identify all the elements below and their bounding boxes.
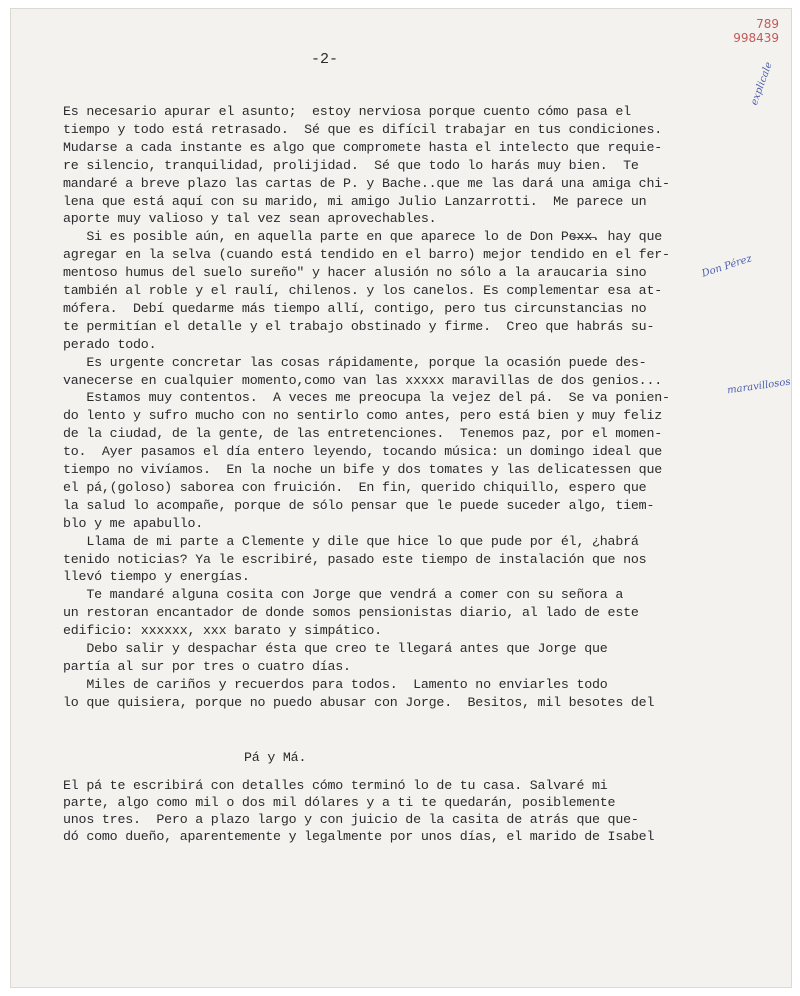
page-number: -2-	[311, 51, 339, 68]
letter-line: de la ciudad, de la gente, de las entretenciones. Tenemos paz, por el momen-	[63, 426, 663, 442]
postscript-line: El pá te escribirá con detalles cómo terminó lo de tu casa. Salvaré mi	[63, 778, 608, 793]
postscript-line: dó como dueño, aparentemente y legalmente por unos días, el marido de Isabel	[63, 829, 655, 844]
letter-line: to. Ayer pasamos el día entero leyendo, tocando música: un domingo ideal que	[63, 444, 663, 460]
letter-line: edificio: xxxxxx, xxx barato y simpático.	[63, 623, 382, 639]
letter-line: Es necesario apurar el asunto; estoy nerviosa porque cuento cómo pasa el	[63, 104, 631, 119]
letter-page	[10, 8, 792, 988]
letter-line: te permitían el detalle y el trabajo obstinado y firme. Creo que habrás su-	[63, 318, 655, 334]
letter-line: re silencio, tranquilidad, prolijidad. Sé que todo lo harás muy bien. Te	[63, 157, 639, 173]
letter-line: tiempo y todo está retrasado. Sé que es difícil trabajar en tus condiciones.	[63, 121, 663, 137]
letter-line: Es urgente concretar las cosas rápidamente, porque la ocasión puede des-	[63, 354, 647, 370]
letter-line: Si es posible aún, en aquella parte en que aparece lo de Don Pe̶x̶x̶. hay que	[63, 229, 663, 245]
letter-line: Te mandaré alguna cosita con Jorge que vendrá a comer con su señora a	[63, 587, 624, 603]
letter-line: el pá,(goloso) saborea con fruición. En fin, querido chiquillo, espero que	[63, 479, 647, 495]
letter-line: Miles de cariños y recuerdos para todos. Lamento no enviarles todo	[63, 676, 608, 692]
signature: Pá y Má.	[244, 750, 307, 765]
handwritten-note-2: maravillosos	[726, 376, 792, 397]
letter-line: mandaré a breve plazo las cartas de P. y Bache..que me las dará una amiga chi-	[63, 175, 670, 191]
letter-line: Llama de mi parte a Clemente y dile que hice lo que pude por él, ¿habrá	[63, 533, 639, 549]
postscript-line: unos tres. Pero a plazo largo y con juicio de la casita de atrás que que-	[63, 812, 639, 827]
archive-code-line2: 998439	[733, 31, 779, 45]
archive-code	[733, 17, 779, 45]
letter-line: do lento y sufro mucho con no sentirlo como antes, pero está bien y muy feliz	[63, 408, 663, 424]
letter-line: aporte muy valioso y tal vez sean aprovechables.	[63, 211, 437, 227]
handwritten-margin-note: explicale	[749, 60, 775, 107]
letter-line: tenido noticias? Ya le escribiré, pasado este tiempo de instalación que nos	[63, 551, 647, 567]
letter-line: lena que está aquí con su marido, mi amigo Julio Lanzarrotti. Me parece un	[63, 193, 647, 209]
letter-line: llevó tiempo y energías.	[63, 569, 250, 585]
letter-line: perado todo.	[63, 336, 157, 352]
letter-line: agregar en la selva (cuando está tendido en el barro) mejor tendido en el fer-	[63, 247, 670, 263]
letter-line: la salud lo acompañe, porque de sólo pensar que le puede suceder algo, tiem-	[63, 497, 655, 513]
letter-line: blo y me apabullo.	[63, 515, 204, 531]
letter-line: mentoso humus del suelo sureño" y hacer alusión no sólo a la araucaria sino	[63, 265, 647, 281]
letter-line: Debo salir y despachar ésta que creo te llegará antes que Jorge que	[63, 641, 608, 656]
archive-code-line1: 789	[756, 17, 779, 31]
letter-line: vanecerse en cualquier momento,como van las xxxxx maravillas de dos genios...	[63, 372, 663, 388]
letter-line: tiempo no vivíamos. En la noche un bife y dos tomates y las delicatessen que	[63, 462, 663, 477]
letter-line: mófera. Debí quedarme más tiempo allí, contigo, pero tus circunstancias no	[63, 300, 647, 316]
letter-line: Estamos muy contentos. A veces me preocupa la vejez del pá. Se va ponien-	[63, 390, 670, 406]
postscript-line: parte, algo como mil o dos mil dólares y a ti te quedarán, posiblemente	[63, 795, 616, 810]
letter-line: lo que quisiera, porque no puedo abusar con Jorge. Besitos, mil besotes del	[63, 694, 655, 710]
letter-line: partía al sur por tres o cuatro días.	[63, 658, 351, 674]
letter-line: un restoran encantador de donde somos pensionistas diario, al lado de este	[63, 605, 639, 621]
letter-line: Mudarse a cada instante es algo que compromete hasta el intelecto que requie-	[63, 139, 663, 155]
letter-line: también al roble y el raulí, chilenos. y los canelos. Es complementar esa at-	[63, 283, 663, 298]
handwritten-note: Don Pérez	[700, 253, 754, 280]
